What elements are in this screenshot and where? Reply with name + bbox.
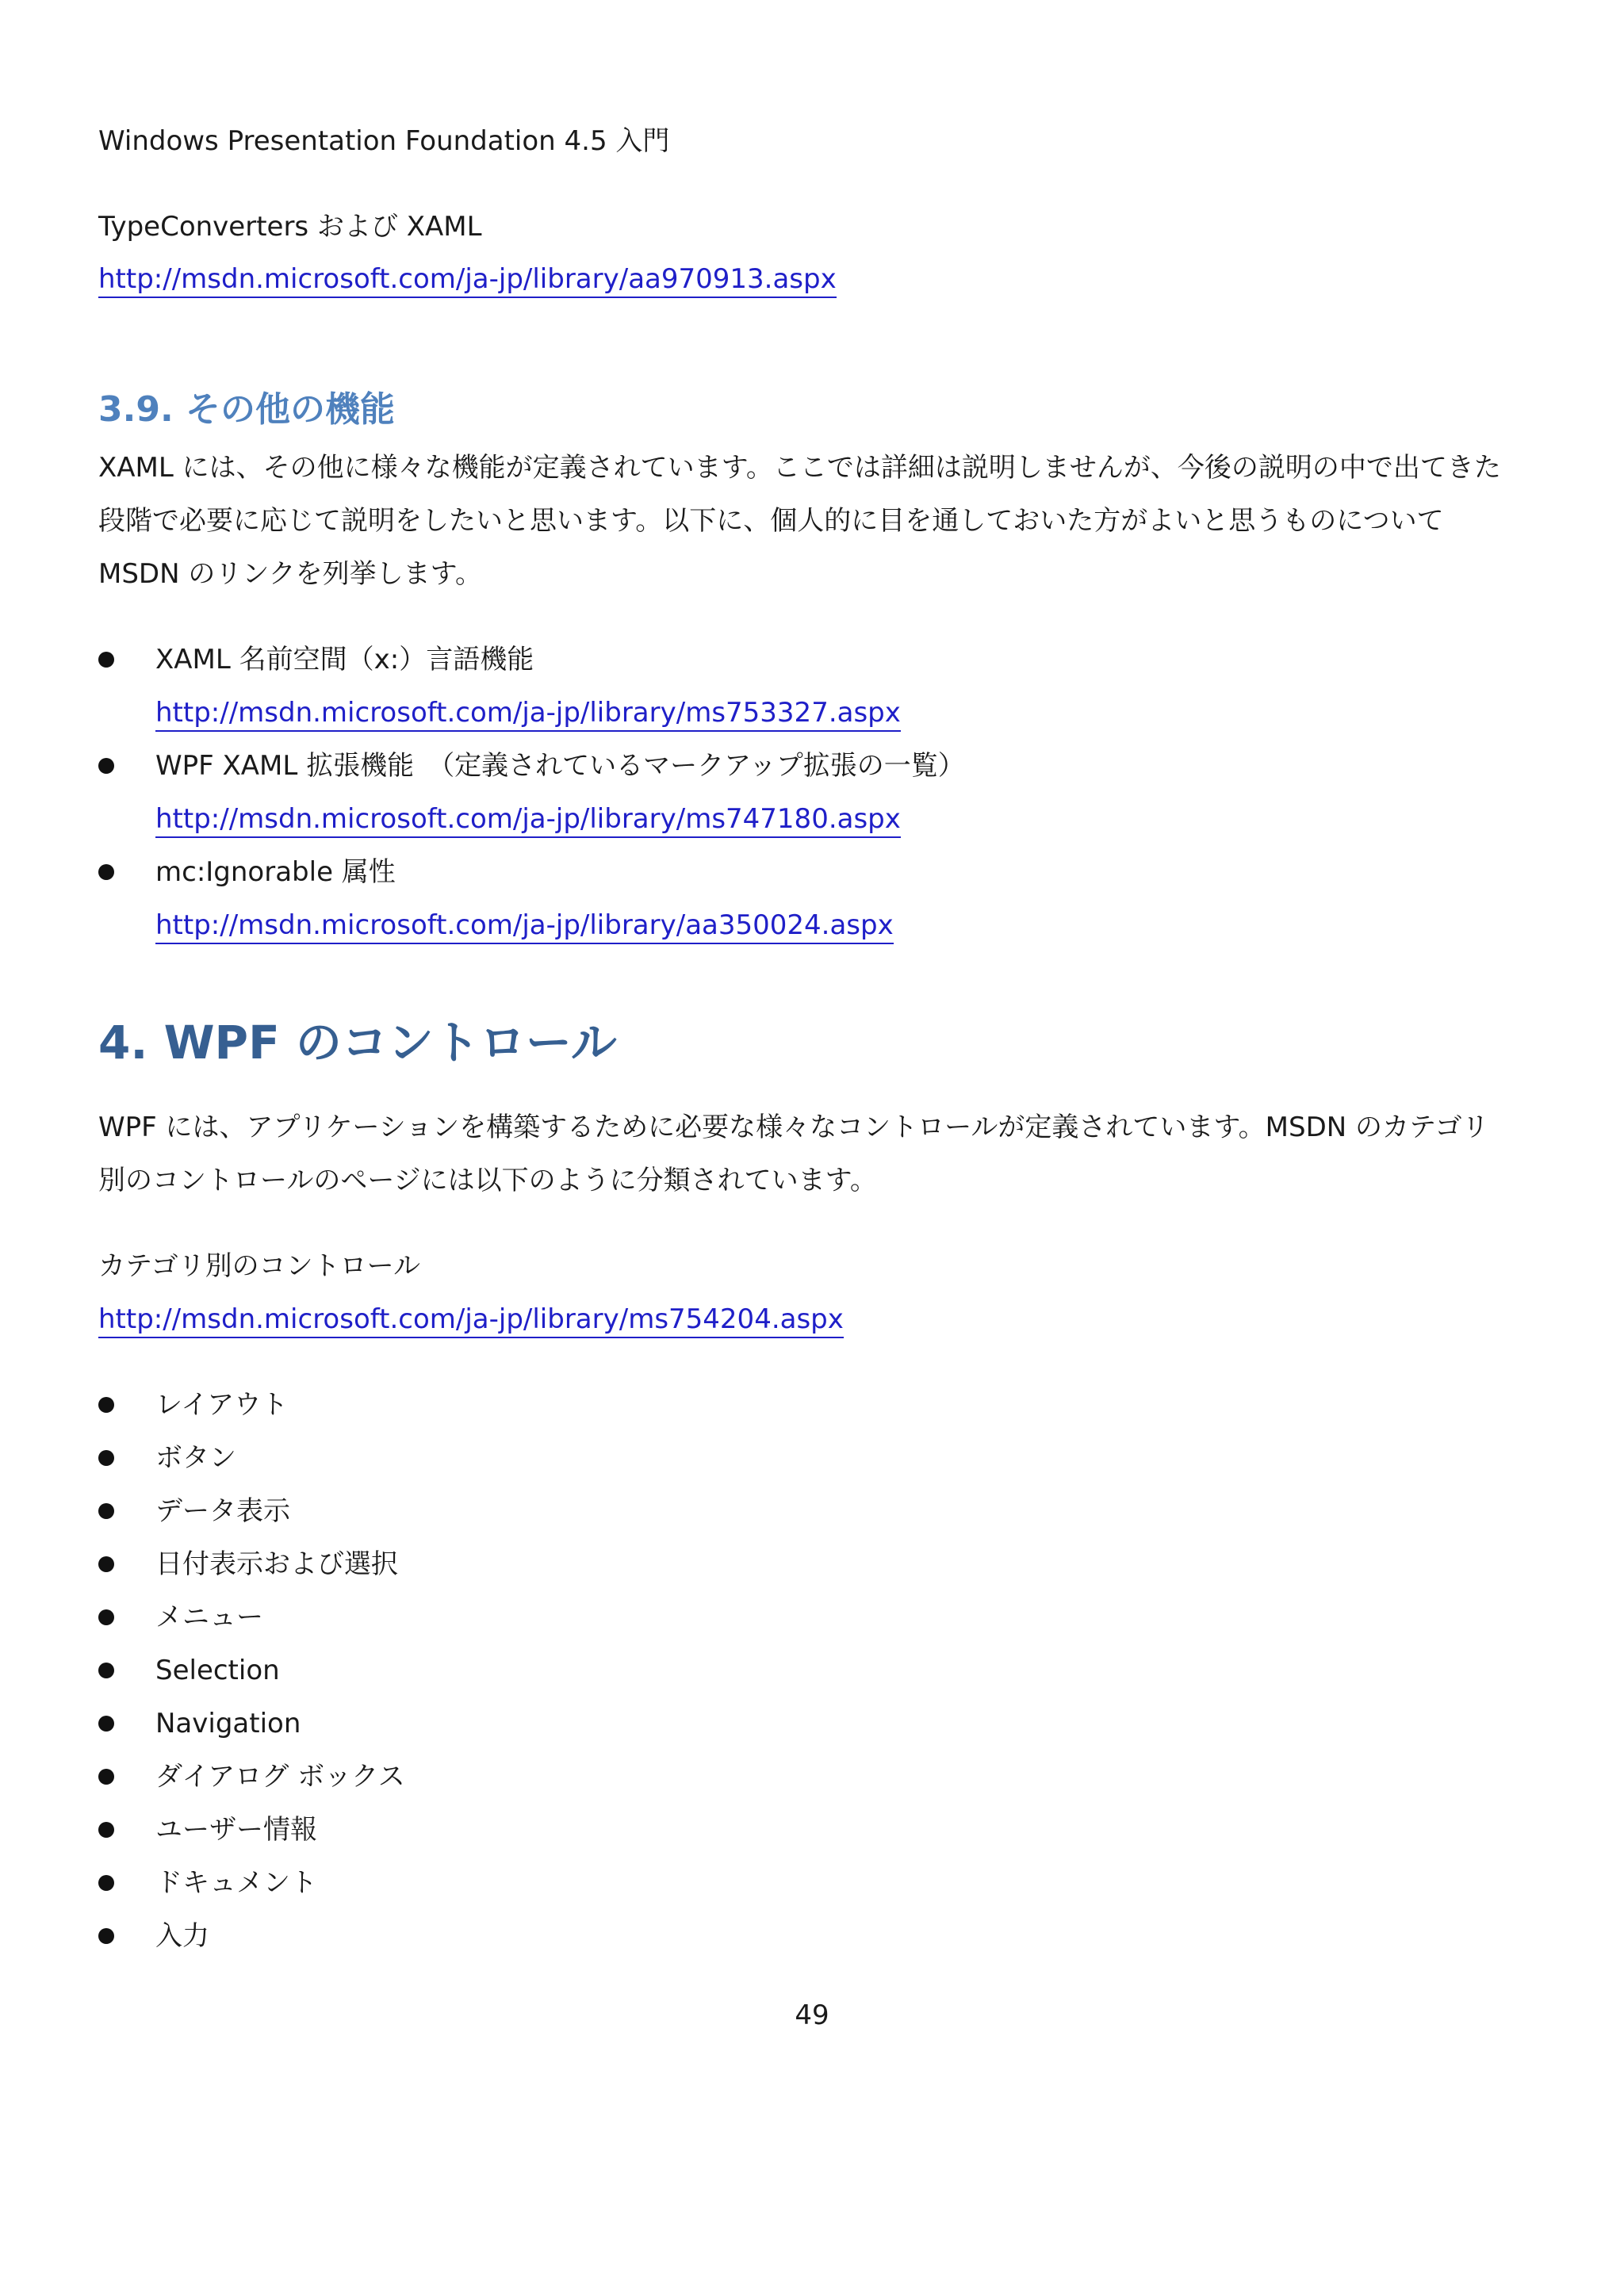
bullet-icon [98,1503,114,1519]
bullet-icon [98,1769,114,1785]
category-item: 日付表示および選択 [155,1548,398,1580]
list-item-label: XAML 名前空間（x:）言語機能 [155,644,534,675]
bullet-icon [98,1928,114,1944]
bullet-icon [98,1875,114,1891]
section-3-9-paragraph-line: 段階で必要に応じて説明をしたいと思います。以下に、個人的に目を通しておいた方がよいと思うものについて [98,505,1444,537]
bullet-icon [98,864,114,880]
bullet-icon [98,1663,114,1678]
bullet-icon [98,758,114,774]
section-heading-4: 4. WPF のコントロール [98,1016,617,1070]
page-number: 49 [795,1999,829,2031]
intro-link[interactable]: http://msdn.microsoft.com/ja-jp/library/aa970913.aspx [98,263,837,298]
bullet-icon [98,1450,114,1466]
category-item: Selection [155,1655,280,1686]
category-item: ボタン [155,1442,236,1474]
list-item-link[interactable]: http://msdn.microsoft.com/ja-jp/library/aa350024.aspx [155,909,894,944]
section-heading-3-9: 3.9. その他の機能 [98,389,395,430]
bullet-icon [98,1822,114,1838]
document-header-title: Windows Presentation Foundation 4.5 入門 [98,125,670,157]
category-item: メニュー [155,1601,263,1633]
category-item: Navigation [155,1708,301,1739]
bullet-icon [98,1716,114,1732]
bullet-icon [98,1556,114,1572]
category-item: レイアウト [155,1389,289,1421]
section-3-9-paragraph-line: MSDN のリンクを列挙します。 [98,558,482,590]
category-item: ドキュメント [155,1867,317,1899]
section-4-paragraph-line: WPF には、アプリケーションを構築するために必要な様々なコントロールが定義されています。MSDN のカテゴリ [98,1112,1489,1143]
bullet-icon [98,652,114,668]
category-label: カテゴリ別のコントロール [98,1250,420,1282]
list-item-label: WPF XAML 拡張機能 （定義されているマークアップ拡張の一覧） [155,750,965,782]
category-item: ユーザー情報 [155,1814,317,1846]
list-item-label: mc:Ignorable 属性 [155,856,396,888]
list-item-link[interactable]: http://msdn.microsoft.com/ja-jp/library/ms753327.aspx [155,697,901,732]
category-item: ダイアログ ボックス [155,1761,405,1793]
category-item: データ表示 [155,1495,290,1527]
section-4-paragraph-line: 別のコントロールのページには以下のように分類されています。 [98,1165,877,1196]
bullet-icon [98,1609,114,1625]
list-item-link[interactable]: http://msdn.microsoft.com/ja-jp/library/ms747180.aspx [155,803,901,838]
category-item: 入力 [155,1920,209,1952]
section-3-9-paragraph-line: XAML には、その他に様々な機能が定義されています。ここでは詳細は説明しませんが、今後の説明の中で出てきた [98,452,1501,484]
category-link[interactable]: http://msdn.microsoft.com/ja-jp/library/ms754204.aspx [98,1303,844,1338]
bullet-icon [98,1397,114,1413]
intro-label: TypeConverters および XAML [98,211,482,243]
